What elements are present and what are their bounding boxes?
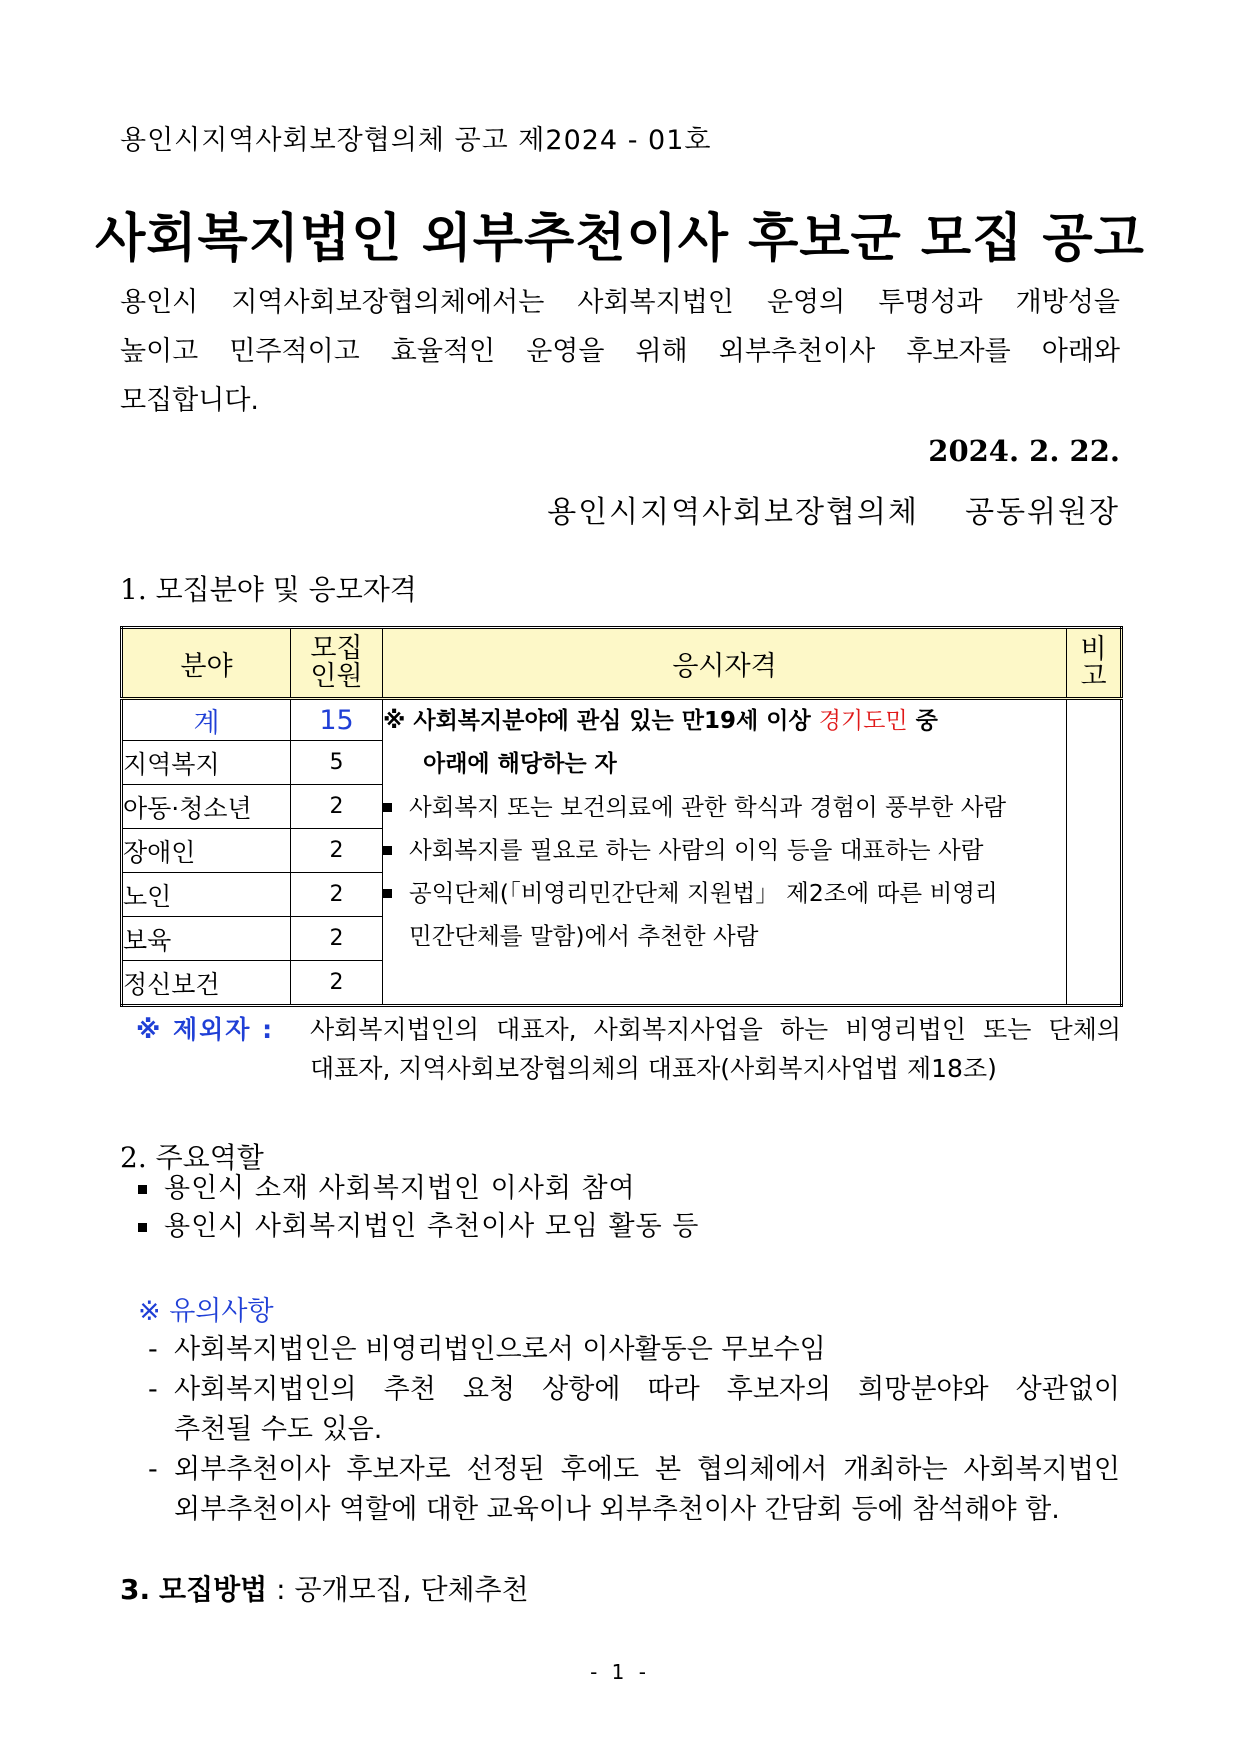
header-remark-line: 고 xyxy=(1080,661,1107,692)
field-label: 지역복지 xyxy=(123,749,220,779)
header-remark xyxy=(1067,628,1122,699)
section-number: 3. xyxy=(120,1573,151,1606)
note-line: 사회복지법인은 비영리법인으로서 이사활동은 무보수임 xyxy=(174,1334,826,1365)
field-label: 아동·청소년 xyxy=(123,793,252,823)
list-item xyxy=(136,1170,699,1208)
note-line: 외부추천이사 역할에 대한 교육이나 외부추천이사 간담회 등에 참석해야 함. xyxy=(174,1494,1060,1525)
qualification-item xyxy=(383,829,1066,872)
section-title: 주요역할 xyxy=(155,1141,264,1174)
qualification-item-continued: 민간단체를 말함)에서 추천한 사람 xyxy=(409,922,759,950)
list-item xyxy=(136,1208,699,1246)
header-remark-line: 비 xyxy=(1080,634,1107,665)
qualification-item-text: 사회복지를 필요로 하는 사람의 이익 등을 대표하는 사람 xyxy=(409,836,984,864)
roles-list xyxy=(136,1170,699,1246)
qualification-item-text: 공익단체(「비영리민간단체 지원법」 제2조에 따른 비영리 xyxy=(409,879,998,907)
count-cell: 2 xyxy=(291,785,383,829)
notice-date: 2024. 2. 22. xyxy=(928,434,1120,468)
section-title: 모집분야 및 응모자격 xyxy=(155,573,417,606)
section-title: 모집방법 xyxy=(159,1573,268,1606)
exclusion-line: 대표자, 지역사회보장협의체의 대표자(사회복지사업법 제18조) xyxy=(310,1054,997,1083)
header-qualification: 응시자격 xyxy=(383,628,1067,699)
qualification-item xyxy=(383,872,1066,915)
header-field: 분야 xyxy=(122,628,291,699)
intro-line: 높이고 민주적이고 효율적인 운영을 위해 외부추천이사 후보자를 아래와 xyxy=(120,336,1120,367)
bullet-square-icon xyxy=(383,803,392,812)
bullet-square-icon xyxy=(138,1223,147,1232)
intro-paragraph xyxy=(120,278,1120,425)
field-cell xyxy=(122,873,291,917)
bullet-square-icon xyxy=(383,846,392,855)
field-cell xyxy=(122,829,291,873)
table-row-total xyxy=(122,699,1122,741)
count-cell: 2 xyxy=(291,917,383,961)
list-item-text: 용인시 사회복지법인 추천이사 모임 활동 등 xyxy=(164,1211,700,1242)
field-label: 보육 xyxy=(123,925,172,955)
count-cell: 5 xyxy=(291,741,383,785)
section-1-heading xyxy=(120,568,417,608)
list-item-text: 용인시 소재 사회복지법인 이사회 참여 xyxy=(164,1173,636,1204)
page-number: - 1 - xyxy=(590,1660,650,1684)
bullet-square-icon xyxy=(383,889,392,898)
exclusion-line: 사회복지법인의 대표자, 사회복지사업을 하는 비영리법인 또는 단체의 xyxy=(310,1015,1121,1044)
exclusion-text xyxy=(310,1010,1121,1088)
field-cell xyxy=(122,741,291,785)
list-item xyxy=(148,1450,1120,1530)
section-content: : 공개모집, 단체추천 xyxy=(267,1573,529,1606)
field-label: 장애인 xyxy=(123,837,196,867)
intro-line: 용인시 지역사회보장협의체에서는 사회복지법인 운영의 투명성과 개방성을 xyxy=(120,287,1120,318)
section-3-heading xyxy=(120,1568,529,1608)
note-line: 추천될 수도 있음. xyxy=(174,1414,383,1445)
count-cell: 2 xyxy=(291,961,383,1006)
note-line: 사회복지법인의 추천 요청 상항에 따라 후보자의 희망분야와 상관없이 xyxy=(174,1374,1120,1405)
field-label: 노인 xyxy=(123,881,172,911)
count-cell: 2 xyxy=(291,873,383,917)
caution-list xyxy=(148,1330,1120,1530)
field-cell xyxy=(122,961,291,1006)
qualification-head-line2: 아래에 해당하는 자 xyxy=(423,751,617,777)
caution-title: ※ 유의사항 xyxy=(138,1296,274,1327)
bullet-square-icon xyxy=(138,1185,147,1194)
header-count-line: 모집 xyxy=(310,633,363,664)
signature xyxy=(547,487,1120,531)
qualification-cell xyxy=(383,699,1067,1006)
qualification-item-text: 사회복지 또는 보건의료에 관한 학식과 경험이 풍부한 사람 xyxy=(409,793,1007,821)
dash-icon: - xyxy=(148,1334,158,1365)
qualification-head xyxy=(383,700,1066,743)
total-count: 15 xyxy=(291,699,383,741)
count-cell: 2 xyxy=(291,829,383,873)
list-item xyxy=(148,1370,1120,1450)
section-number: 1. xyxy=(120,573,147,606)
section-number: 2. xyxy=(120,1141,147,1174)
intro-line: 모집합니다. xyxy=(120,385,259,416)
remark-cell xyxy=(1067,699,1122,1006)
field-cell xyxy=(122,785,291,829)
field-label: 정신보건 xyxy=(123,969,220,999)
header-count-line: 인원 xyxy=(310,661,363,692)
qualification-head-prefix: ※ 사회복지분야에 관심 있는 만19세 이상 xyxy=(383,708,819,734)
qualification-head-suffix: 중 xyxy=(907,708,938,734)
qualification-highlight: 경기도민 xyxy=(818,708,908,734)
dash-icon: - xyxy=(148,1454,158,1485)
field-cell xyxy=(122,917,291,961)
signature-text: 용인시지역사회보장협의체 공동위원장 xyxy=(547,495,1120,530)
notice-number: 용인시지역사회보장협의체 공고 제2024 - 01호 xyxy=(120,125,712,156)
list-item xyxy=(148,1330,1120,1370)
header-count xyxy=(291,628,383,699)
qualification-item xyxy=(383,786,1066,829)
page-title: 사회복지법인 외부추천이사 후보군 모집 공고 xyxy=(95,209,1145,269)
total-field: 계 xyxy=(122,699,291,741)
note-line: 외부추천이사 후보자로 선정된 후에도 본 협의체에서 개최하는 사회복지법인 xyxy=(174,1454,1120,1485)
exclusion-label: ※ 제외자 : xyxy=(136,1015,275,1044)
recruitment-table xyxy=(120,626,1123,1007)
dash-icon: - xyxy=(148,1374,158,1405)
